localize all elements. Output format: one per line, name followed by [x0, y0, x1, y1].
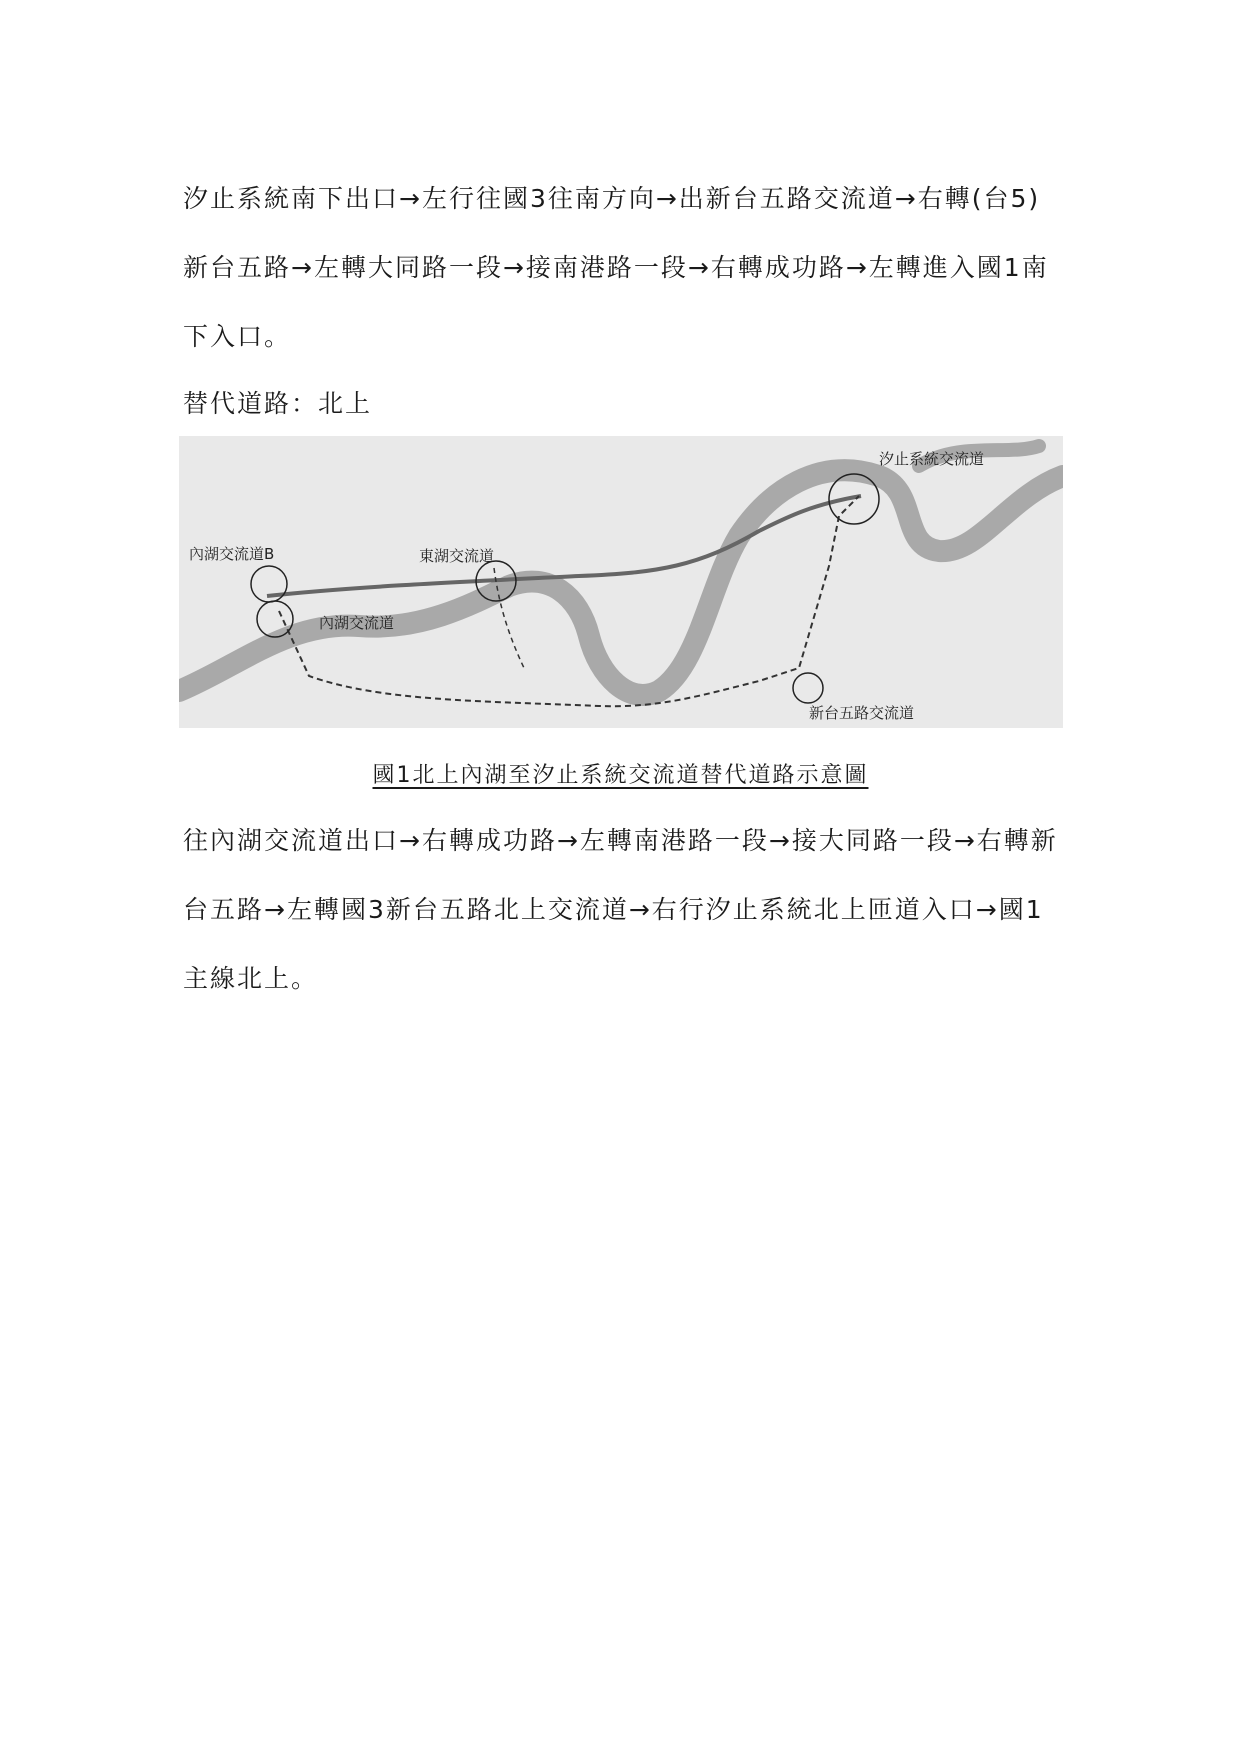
map-label-xintaiwu: 新台五路交流道 [809, 704, 915, 722]
route-map-figure [179, 436, 1063, 728]
figure-caption: 國1北上內湖至汐止系統交流道替代道路示意圖 [372, 763, 869, 788]
map-label-donghu: 東湖交流道 [419, 547, 495, 565]
route-map [179, 436, 1063, 728]
southbound-route-text: 汐止系統南下出口→左行往國3往南方向→出新台五路交流道→右轉(台5)新台五路→左轉大同路一段→接南港路一段→右轉成功路→左轉進入國1南下入口。 [183, 184, 1049, 351]
northbound-route-text: 往內湖交流道出口→右轉成功路→左轉南港路一段→接大同路一段→右轉新台五路→左轉國3新台五路北上交流道→右行汐止系統北上匝道入口→國1主線北上。 [183, 826, 1058, 993]
river [179, 470, 1063, 695]
interchange-marker [793, 673, 823, 703]
map-label-xizhi-system: 汐止系統交流道 [879, 450, 985, 468]
map-label-neihu-b: 內湖交流道B [189, 545, 275, 563]
map-label-neihu: 內湖交流道 [319, 614, 395, 632]
northbound-heading: 替代道路：北上 [183, 389, 373, 418]
